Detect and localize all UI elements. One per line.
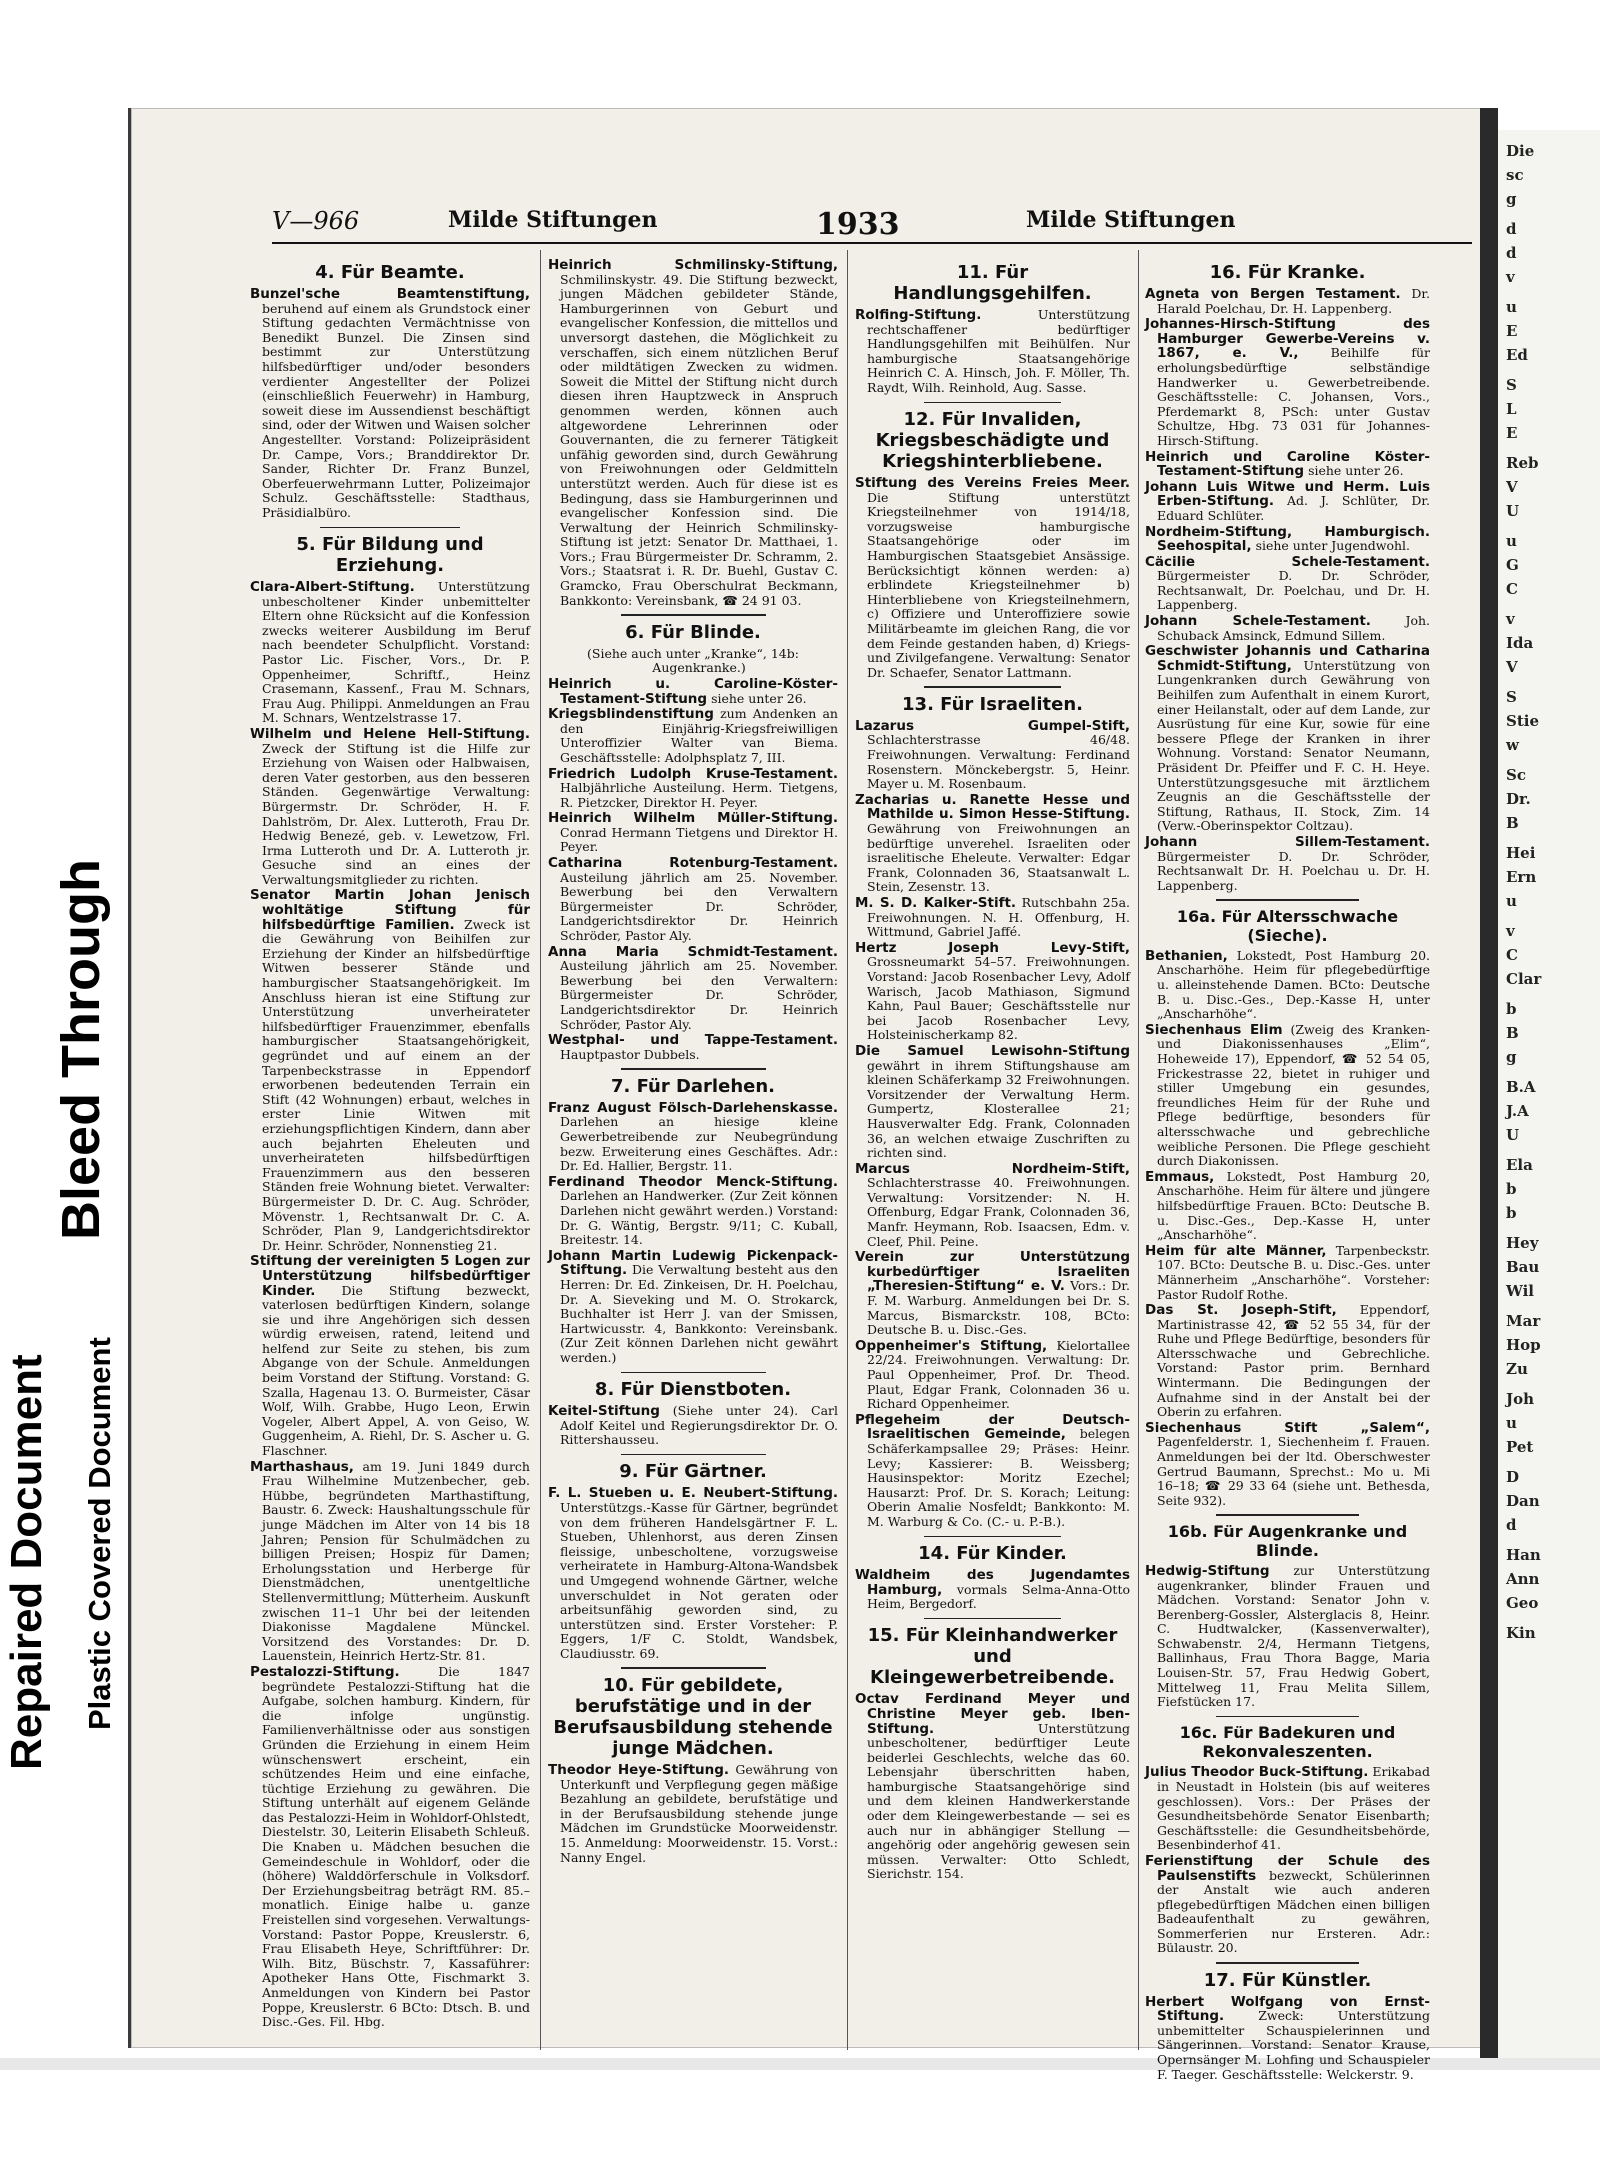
foundation-entry xyxy=(250,1254,530,1458)
section-heading: 9. Für Gärtner. xyxy=(619,1461,767,1483)
facing-page-word: Reb xyxy=(1506,454,1539,472)
column-divider xyxy=(540,250,541,2050)
foundation-description: Austeilung jährlich am 25. November. Bewerbung bei den Verwaltern: Bürgermeister Dr. Schröder, Landgerichtsdirektor Dr. Heinrich Schröder, Pastor Aly. xyxy=(560,958,838,1032)
foundation-entry xyxy=(855,476,1130,680)
section-heading: 4. Für Beamte. xyxy=(315,262,465,283)
plastic-covered-label: Plastic Covered Document xyxy=(82,1337,117,1730)
foundation-description: Eppendorf, Martinistrasse 42, ☎ 52 55 34, für der Ruhe und Pflege Bedürftige, besonders für Altersschwache und Gebrechliche. Vorstand: Pastor prim. Bernhard Wintermann. Die Bedingungen der Aufnahme sind in der Anstalt bei der Oberin zu erfahren. xyxy=(1157,1302,1430,1420)
foundation-entry xyxy=(548,677,838,706)
foundation-name: Heinrich u. Caroline-Köster-Testament-Stiftung xyxy=(548,675,838,707)
foundation-description: Lokstedt, Post Hamburg 20, Anscharhöhe. Heim für ältere und jüngere hilfsbedürftige Frauen. BCto: Deutsche B. u. Disc.-Ges., Dep.-Kasse H, unter „Anscharhöhe“. xyxy=(1157,1168,1430,1243)
facing-page-word: Hop xyxy=(1506,1336,1541,1354)
foundation-entry xyxy=(548,1404,838,1448)
foundation-entry xyxy=(1145,1421,1430,1509)
foundation-entry xyxy=(855,1568,1130,1612)
section-heading: 7. Für Darlehen. xyxy=(610,1075,775,1097)
cross-reference-note: (Siehe auch unter „Kranke“, 14b: Augenkranke.) xyxy=(587,645,799,676)
foundation-description: siehe unter Jugendwohl. xyxy=(1255,538,1411,554)
foundation-entry xyxy=(250,580,530,726)
foundation-description: Pagenfelderstr. 1, Siechenheim f. Frauen. Anmeldungen bei der ltd. Oberschwester Gertrud Baumann, Sprechst.: Mo u. Mi 16–18; ☎ 29 33 64 (siehe unt. Bethesda, Seite 932). xyxy=(1157,1434,1430,1508)
year-heading: 1933 xyxy=(816,207,900,242)
foundation-description: Darlehen an hiesige kleine Gewerbetreibende zur Neubegründung bezw. Erweiterung eines Geschäftes. Adr.: Dr. Ed. Hallier, Bergstr. 11. xyxy=(560,1114,838,1174)
foundation-entry xyxy=(1145,480,1430,524)
foundation-entry xyxy=(1145,1995,1430,2083)
foundation-description: Lokstedt, Post Hamburg 20. Anscharhöhe. Heim für pflegebedürftige u. alleinstehende Damen. BCto: Deutsche B. u. Disc.-Ges., Dep.-Kasse H, unter „Anscharhöhe“. xyxy=(1157,947,1431,1022)
facing-page-word: Hei xyxy=(1506,844,1536,862)
foundation-entry xyxy=(855,793,1130,895)
foundation-entry xyxy=(855,1692,1130,1882)
book-spine xyxy=(1480,108,1498,2068)
section-divider xyxy=(621,1667,766,1669)
foundation-entry xyxy=(1145,1023,1430,1169)
foundation-name: Johann Martin Ludewig Pickenpack-Stiftung. xyxy=(548,1247,838,1279)
foundation-name: Pflegeheim der Deutsch-Israelitischen Gemeinde, xyxy=(855,1411,1130,1443)
facing-page-word: Ida xyxy=(1506,634,1534,652)
foundation-name: Anna Maria Schmidt-Testament. xyxy=(548,943,838,960)
facing-page-word: U xyxy=(1506,1126,1520,1144)
facing-page-word: D xyxy=(1506,1468,1520,1486)
foundation-description: Kielortallee 22/24. Freiwohnungen. Verwaltung: Dr. Paul Oppenheimer, Prof. Dr. Theod. Plaut, Edgar Frank, Colonnaden 36 u. Richard Oppenheimer. xyxy=(867,1337,1130,1412)
facing-page-word: b xyxy=(1506,1000,1517,1018)
facing-page-word: w xyxy=(1506,736,1519,754)
foundation-entry xyxy=(548,1249,838,1366)
foundation-entry xyxy=(1145,1564,1430,1710)
foundation-description: siehe unter 26. xyxy=(1308,463,1404,479)
foundation-name: Verein zur Unterstützung kurbedürftiger Israeliten „Theresien-Stiftung“ e. V. xyxy=(855,1249,1130,1295)
section-heading: 12. Für Invaliden, Kriegsbeschädigte und Kriegshinterbliebene. xyxy=(875,409,1110,473)
section-divider xyxy=(621,1068,766,1070)
foundation-name: Siechenhaus Stift „Salem“, xyxy=(1145,1419,1430,1436)
foundation-description: Die Verwaltung besteht aus den Herren: Dr. Ed. Zinkeisen, Dr. H. Poelchau, Dr. A. Sieveking und M. O. Strokarck, Buchhalter ist Herr J. van der Smissen, Hartwicusstr. 4, Bankkonto: Vereinsbank. (Zur Zeit können Darlehen nicht gewährt werden.) xyxy=(560,1262,838,1365)
foundation-name: Catharina Rotenburg-Testament. xyxy=(548,855,838,872)
foundation-description: Joh. Schuback Amsinck, Edmund Sillem. xyxy=(1157,613,1430,643)
foundation-name: Heinrich Schmilinsky-Stiftung, xyxy=(548,257,838,273)
foundation-name: Senator Martin Johan Jenisch wohltätige Stiftung für hilfsbedürftige Familien. xyxy=(250,887,530,933)
foundation-description: Bürgermeister D. Dr. Schröder, Rechtsanwalt, Dr. Poelchau, und Dr. H. Lappenberg. xyxy=(1157,568,1430,613)
foundation-entry xyxy=(855,896,1130,940)
foundation-description: Conrad Hermann Tietgens und Direktor H. Peyer. xyxy=(560,824,838,855)
foundation-name: Johannes-Hirsch-Stiftung des Hamburger Gewerbe-Vereins v. 1867, e. V., xyxy=(1145,316,1430,362)
foundation-entry xyxy=(1145,1303,1430,1420)
foundation-name: Theodor Heye-Stiftung. xyxy=(548,1761,730,1778)
foundation-description: belegen Schäferkampsallee 29; Präses: Heinr. Levy; Kassierer: B. Weissberg; Hausinspektor: Moritz Ezechel; Hausarzt: Prof. Dr. S. Korach; Leitung: Oberin Amalie Nosfeldt; Bankkonto: M. M. Warburg & Co. (C.- u. P.-B.). xyxy=(867,1426,1130,1529)
facing-page-word: Die xyxy=(1506,142,1535,160)
foundation-entry xyxy=(1145,644,1430,834)
section-divider xyxy=(924,402,1062,404)
foundation-entry xyxy=(855,719,1130,792)
foundation-name: Johann Schele-Testament. xyxy=(1145,613,1371,630)
facing-page-word: S xyxy=(1506,688,1517,706)
foundation-description: Zweck ist die Gewährung von Beihilfen zur Erziehung der Kinder an hilfsbedürftige Witwen besserer Stände und hamburgischer Staatsangehörigkeit. Im Anschluss hieran ist eine Stiftung zur Unterstützung unverheirateter hilfsbedürftiger Frauenzimmer, ebenfalls hamburgischer Staatsangehörigkeit, gegründet und auf einem an der Tarpenbeckstrasse in Eppendorf erworbenen bedeutenden Terrain ein Stift (42 Wohnungen) erbaut, welches in erster Linie Witwen mit erziehungspflichtigen Kindern, dann aber auch bejahrten Eheleuten und unverheirateten hilfsbedürftigen Frauenzimmern aus den besseren Ständen freie Wohnung bietet. Verwalter: Bürgermeister D. Dr. C. Aug. Schröder, Mövenstr. 1, Rechtsanwalt Dr. C. A. Schröder, Plan 9, Landgerichtsdirektor Dr. Heinr. Schröder, Nonnenstieg 21. xyxy=(262,916,530,1253)
foundation-entry xyxy=(1145,450,1430,479)
foundation-entry xyxy=(1145,1765,1430,1853)
text-column-2 xyxy=(548,258,838,2048)
facing-page-word: b xyxy=(1506,1180,1517,1198)
foundation-entry xyxy=(548,811,838,855)
section-heading: 13. Für Israeliten. xyxy=(902,693,1083,715)
foundation-entry xyxy=(548,1486,838,1661)
section-heading: 6. Für Blinde. xyxy=(625,621,761,643)
foundation-entry xyxy=(855,1162,1130,1250)
foundation-name: Waldheim des Jugendamtes Hamburg, xyxy=(855,1567,1130,1598)
section-heading: 16a. Für Altersschwache (Sieche). xyxy=(1176,906,1399,945)
foundation-name: Nordheim-Stiftung, Hamburgisch. Seehospital, xyxy=(1145,523,1430,555)
section-divider xyxy=(1216,1514,1359,1516)
foundation-name: Keitel-Stiftung xyxy=(548,1403,660,1420)
facing-page-word: Sc xyxy=(1506,766,1526,784)
section-heading: 16b. Für Augenkranke und Blinde. xyxy=(1167,1521,1408,1560)
foundation-entry xyxy=(548,856,838,944)
page-header xyxy=(272,207,1472,247)
facing-page-word: Ela xyxy=(1506,1156,1533,1174)
facing-page-word: Zu xyxy=(1506,1360,1528,1378)
foundation-entry xyxy=(1145,1244,1430,1302)
foundation-entry xyxy=(548,945,838,1033)
section-heading: 11. Für Handlungsgehilfen. xyxy=(893,262,1092,304)
facing-page-word: v xyxy=(1506,922,1515,940)
facing-page-word: Pet xyxy=(1506,1438,1534,1456)
section-divider xyxy=(924,686,1062,688)
facing-page-word: d xyxy=(1506,220,1517,238)
section-divider xyxy=(621,614,766,616)
section-divider xyxy=(621,1454,766,1456)
foundation-description: beruhend auf einem als Grundstock einer Stiftung gedachten Vermächtnisse von Benedikt Bunzel. Die Zinsen sind bestimmt zur Unterstützung hilfsbedürftiger und/oder besonders verdienter Angestellter der Polizei (einschließlich Feuerwehr) in Hamburg, soweit diese im Aussendienst beschäftigt sind, oder der Witwen und Waisen solcher Angestellter. Vorstand: Polizeipräsident Dr. Campe, Vors.; Branddirektor Dr. Sander, Richter Dr. Franz Bunzel, Oberfeuerwehrmann Lutter, Polizeimajor Schulz. Geschäftsstelle: Stadthaus, Präsidialbüro. xyxy=(262,300,530,520)
foundation-entry xyxy=(1145,835,1430,893)
facing-page-word: Joh xyxy=(1506,1390,1535,1408)
foundation-entry xyxy=(548,707,838,765)
facing-page-word: d xyxy=(1506,244,1517,262)
foundation-entry xyxy=(855,1044,1130,1161)
foundation-entry xyxy=(855,941,1130,1043)
facing-page-word: S xyxy=(1506,376,1517,394)
foundation-name: Heinrich Wilhelm Müller-Stiftung. xyxy=(548,810,838,827)
section-heading: 17. Für Künstler. xyxy=(1203,1969,1372,1991)
foundation-name: Zacharias u. Ranette Hesse und Mathilde u. Simon Hesse-Stiftung. xyxy=(855,791,1130,823)
foundation-name: Johann Luis Witwe und Herm. Luis Erben-Stiftung. xyxy=(1145,478,1430,510)
foundation-entry xyxy=(1145,287,1430,316)
page-number: V—966 xyxy=(272,207,360,235)
foundation-description: Grossneumarkt 54–57. Freiwohnungen. Vorstand: Jacob Rosenbacher Levy, Adolf Warisch, Jacob Mathiason, Sigmund Kahn, Paul Bauer; Geschäftsstelle nur bei Jacob Rosenbacher Levy, Holsteinischerkamp 82. xyxy=(867,954,1130,1043)
foundation-name: Geschwister Johannis und Catharina Schmidt-Stiftung, xyxy=(1145,643,1430,674)
section-divider xyxy=(621,1372,766,1374)
foundation-name: Bethanien, xyxy=(1145,947,1228,964)
foundation-name: M. S. D. Kalker-Stift. xyxy=(855,895,1017,911)
foundation-name: Ferdinand Theodor Menck-Stiftung. xyxy=(548,1173,838,1190)
foundation-entry xyxy=(250,1665,530,2030)
foundation-name: Marthashaus, xyxy=(250,1458,354,1475)
foundation-entry xyxy=(1145,1854,1430,1956)
foundation-name: Oppenheimer's Stiftung, xyxy=(855,1337,1048,1354)
foundation-name: Pestalozzi-Stiftung. xyxy=(250,1663,400,1680)
foundation-description: Die 1847 begründete Pestalozzi-Stiftung hat die Aufgabe, solchen hamburg. Kindern, für die infolge ungünstig. Familienverhältnisse oder aus sonstigen Gründen die Erziehung in einem Heim wünschenswert erscheint, ein schützendes Heim und eine einfache, tüchtige Erziehung zu gewähren. Die Stiftung unterhält auf eigenem Gelände das Pestalozzi-Heim in Wohldorf-Ohlstedt, Diestelstr. 30, Leiterin Elisabeth Schleuß. Die Knaben u. Mädchen besuchen die Gemeindeschule in Wohldorf, oder die (höhere) Walddörferschule in Volksdorf. Der Erziehungsbeitrag beträgt RM. 85.– monatlich. Einige halbe u. ganze Freistellen sind vorgesehen. Verwaltungs-Vorstand: Pastor Poppe, Kreuslerstr. 6, Frau Elisabeth Heye, Schriftführer: Dr. Wilh. Bitz, Büschstr. 7, Kassaführer: Apotheker Hans Otte, Fischmarkt 3. Anmeldungen von Kindern bei Pastor Poppe, Kreuslerstr. 6 BCto: Dtsch. B. und Disc.-Ges. Fil. Hbg. xyxy=(262,1663,530,2030)
foundation-entry xyxy=(250,1460,530,1664)
foundation-entry xyxy=(1145,525,1430,554)
facing-page-word: d xyxy=(1506,1516,1517,1534)
foundation-description: Die Stiftung unterstützt Kriegsteilnehmer von 1914/18, vorzugsweise hamburgische Staatsangehörige oder im Hamburgischen Staatsgebiet Ansässige. Berücksichtigt können werden: a) erblindete Kriegsteilnehmer b) Hinterbliebene von Kriegsteilnehmern, c) Offiziere und Unteroffiziere sowie Militärbeamte im gleichen Rang, die vor dem Feinde gestanden haben, d) Kriegs- und Zivilgefangene. Verwaltung: Senator Dr. Schaefer, Senator Lattmann. xyxy=(867,489,1130,680)
facing-page-word: sc xyxy=(1506,166,1524,184)
facing-page-word: Mar xyxy=(1506,1312,1541,1330)
facing-page-word: b xyxy=(1506,1204,1517,1222)
foundation-entry xyxy=(250,727,530,888)
facing-page-word: v xyxy=(1506,268,1515,286)
foundation-description: Darlehen an Handwerker. (Zur Zeit können Darlehen nicht gewährt werden.) Vorstand: Dr. G. Wäntig, Bergstr. 9/11; C. Kuball, Breitestr. 14. xyxy=(560,1188,838,1248)
facing-page-word: Clar xyxy=(1506,970,1542,988)
foundation-description: siehe unter 26. xyxy=(711,690,807,706)
foundation-description: Erikabad in Neustadt in Holstein (bis auf weiteres geschlossen). Vors.: Der Präses der Gesundheitsbehörde Senator Eisenbarth; Geschäftsstelle: die Gesundheitsbehörde, Besenbinderhof 41. xyxy=(1157,1764,1430,1853)
facing-page-word: C xyxy=(1506,580,1518,598)
facing-page-fragment xyxy=(1498,130,1600,2060)
facing-page-word: V xyxy=(1506,658,1518,676)
foundation-description: zum Andenken an den Einjährig-Kriegsfreiwilligen Unteroffizier Walter van Biema. Geschäftsstelle: Adolphsplatz 7, III. xyxy=(560,706,838,765)
foundation-description: (Zweig des Kranken- und Diakonissenhauses „Elim“, Hoheweide 17), Eppendorf, ☎ 52 54 05, Frickestrasse 22, bietet in ruhiger und stiller Umgebung ein gesundes, freundliches Heim für der Ruhe und Pflege bedürftige, besonders für altersschwache und gebrechliche weibliche Personen. Die Pflege geschieht durch Diakonissen. xyxy=(1157,1021,1430,1169)
foundation-entry xyxy=(548,258,838,608)
foundation-description: Gewährung von Freiwohnungen an bedürftige unverehel. Israeliten oder israelitische Eheleute. Verwalter: Edgar Frank, Colonnaden 36, Staatsanwalt L. Stein, Zesenstr. 13. xyxy=(867,821,1130,895)
section-divider xyxy=(1216,1962,1359,1964)
foundation-description: Rutschbahn 25a. Freiwohnungen. N. H. Offenburg, H. Wittmund, Gabriel Jaffé. xyxy=(867,895,1130,940)
facing-page-word: V xyxy=(1506,478,1518,496)
facing-page-word: Han xyxy=(1506,1546,1541,1564)
foundation-description: (Siehe unter 24). Carl Adolf Keitel und Regierungsdirektor Dr. O. Rittershausseu. xyxy=(560,1403,838,1448)
foundation-description: Unterstützgs.-Kasse für Gärtner, begründet von dem früheren Handelsgärtner F. L. Stueben, Uhlenhorst, aus deren Zinsen fleissige, unbescholtene, vorzugsweise verheiratete in Hamburg-Altona-Wandsbek und Umgegend wohnende Gärtner, welche unverschuldet in Not geraten oder arbeitsunfähig geworden sind, zu unterstützen sind. Erster Vorsteher: P. Eggers, 1/F C. Stoldt, Wandsbek, Claudiusstr. 69. xyxy=(560,1499,838,1661)
foundation-entry xyxy=(855,1339,1130,1412)
foundation-name: Stiftung der vereinigten 5 Logen zur Unterstützung hilfsbedürftiger Kinder. xyxy=(250,1253,530,1299)
foundation-description: Dr. Harald Poelchau, Dr. H. Lappenberg. xyxy=(1157,286,1430,316)
foundation-name: Friedrich Ludolph Kruse-Testament. xyxy=(548,765,838,782)
foundation-entry xyxy=(548,1101,838,1174)
facing-page-word: Bau xyxy=(1506,1258,1540,1276)
section-heading: 14. Für Kinder. xyxy=(918,1543,1067,1565)
foundation-description: Beihilfe für erholungsbedürftige selbständige Handwerker u. Gewerbetreibende. Geschäftsstelle: C. Johansen, Vors., Pferdemarkt 8, PSch: unter Gustav Schultze, Hbg. 73 031 für Johannes-Hirsch-Stiftung. xyxy=(1157,345,1430,448)
facing-page-word: G xyxy=(1506,556,1519,574)
facing-page-word: Ann xyxy=(1506,1570,1540,1588)
facing-page-word: g xyxy=(1506,190,1517,208)
foundation-entry xyxy=(855,308,1130,396)
facing-page-word: Stie xyxy=(1506,712,1540,730)
foundation-description: Schlachterstrasse 46/48. Freiwohnungen. Verwaltung: Ferdinand Rosenstern. Mönckebergstr. 5, Heinr. Mayer u. M. Rosenbaum. xyxy=(867,732,1130,792)
foundation-entry xyxy=(548,767,838,811)
facing-page-word: Wil xyxy=(1506,1282,1534,1300)
foundation-name: Westphal- und Tappe-Testament. xyxy=(548,1032,838,1049)
repaired-document-label: Repaired Document xyxy=(2,1354,51,1770)
foundation-description: zur Unterstützung augenkranker, blinder Frauen und Mädchen. Vorstand: Senator John v. Berenberg-Gossler, Alsterglacis 8, Heinr. C. Hudtwalcker, (Kassenverwalter), Schwabenstr. 2/4, Hermann Tietgens, Ballinhaus, Frau Thora Bagge, Maria Louisen-Str. 57, Frau Hedwig Gobert, Mittelweg 11, Frau Melita Sillem, Fiefstücken 17. xyxy=(1157,1562,1430,1710)
facing-page-word: B xyxy=(1506,814,1519,832)
section-heading: 15. Für Kleinhandwerker und Kleingewerbetreibende. xyxy=(867,1625,1118,1689)
facing-page-word: v xyxy=(1506,610,1515,628)
section-heading: 10. Für gebildete, berufstätige und in der Berufsausbildung stehende junge Mädchen. xyxy=(553,1674,833,1759)
facing-page-word: u xyxy=(1506,892,1517,910)
section-heading: 5. Für Bildung und Erziehung. xyxy=(296,534,484,576)
facing-page-word: J.A xyxy=(1506,1102,1529,1120)
foundation-description: bezweckt, Schülerinnen der Anstalt wie auch anderen pflegebedürftigen Mädchen einen billigen Badeaufenthalt zu gewähren, Sommerferien nur Ersteren. Adr.: Bülaustr. 20. xyxy=(1157,1867,1430,1956)
foundation-name: Johann Sillem-Testament. xyxy=(1145,833,1430,850)
running-title-left: Milde Stiftungen xyxy=(448,207,658,233)
facing-page-word: E xyxy=(1506,322,1518,340)
foundation-name: Clara-Albert-Stiftung. xyxy=(250,579,415,595)
facing-page-word: Hey xyxy=(1506,1234,1539,1252)
foundation-entry xyxy=(1145,614,1430,643)
section-heading: 8. Für Dienstboten. xyxy=(594,1379,792,1401)
foundation-description: Schlachterstrasse 40. Freiwohnungen. Verwaltung: Vorsitzender: N. H. Offenburg, Edgar Frank, Colonnaden 36, Manfr. Heymann, Rob. Isaacsen, Edm. v. Cleef, Phil. Peine. xyxy=(867,1175,1130,1249)
foundation-description: Hauptpastor Dubbels. xyxy=(560,1046,700,1062)
foundation-description: vormals Selma-Anna-Otto Heim, Bergedorf. xyxy=(867,1581,1130,1612)
facing-page-word: E xyxy=(1506,424,1518,442)
foundation-description: Unterstützung von Lungenkranken durch Gewährung von Beihilfen zum Aufenthalt in einem Kurort, einer Heilanstalt, oder auf dem Lande, zur Ausrüstung für eine Kur, sowie für eine bessere Pflege der Kranken in ihrer Wohnung. Vorstand: Senator Neumann, Präsident Dr. Pfeiffer und F. C. H. Heye. Unterstützungsgesuche mit ärztlichem Zeugnis an die Geschäftsstelle der Stiftung, Rathaus, II. Stock, Zim. 14 (Verw.-Oberinspektor Coltzau). xyxy=(1157,657,1430,834)
facing-page-word: Kin xyxy=(1506,1624,1536,1642)
facing-page-word: g xyxy=(1506,1048,1517,1066)
foundation-name: Lazarus Gumpel-Stift, xyxy=(855,717,1130,734)
foundation-entry xyxy=(1145,1170,1430,1243)
foundation-description: Unterstützung unbescholtener, bedürftiger Leute beiderlei Geschlechts, welche das 60. Lebensjahr überschritten haben, hamburgische Staatsangehörige sind und dem kleinen Handwerkerstande oder dem Kleingewerbestande — sei es auch nur in abhängiger Stellung — angehörig oder angehörig gewesen sein müssen. Verwalter: Otto Schledt, Sierichstr. 154. xyxy=(867,1720,1130,1882)
foundation-name: Julius Theodor Buck-Stiftung. xyxy=(1145,1764,1369,1781)
facing-page-word: Ed xyxy=(1506,346,1528,364)
foundation-description: Tarpenbeckstr. 107. BCto: Deutsche B. u. Disc.-Ges. unter Männerheim „Anscharhöhe“. Vorsteher: Pastor Rudolf Rothe. xyxy=(1157,1242,1430,1302)
foundation-name: Das St. Joseph-Stift, xyxy=(1145,1302,1337,1319)
facing-page-word: u xyxy=(1506,298,1517,316)
foundation-entry xyxy=(1145,555,1430,613)
foundation-name: Octav Ferdinand Meyer und Christine Meyer geb. Iben-Stiftung. xyxy=(855,1691,1130,1737)
facing-page-word: L xyxy=(1506,400,1517,418)
foundation-description: Bürgermeister D. Dr. Schröder, Rechtsanwalt Dr. H. Poelchau u. Dr. H. Lappenberg. xyxy=(1157,848,1430,893)
foundation-name: Cäcilie Schele-Testament. xyxy=(1145,553,1430,570)
foundation-name: Stiftung des Vereins Freies Meer. xyxy=(855,475,1130,492)
running-title-right: Milde Stiftungen xyxy=(1026,207,1236,233)
foundation-name: Rolfing-Stiftung. xyxy=(855,307,982,323)
foundation-description: Austeilung jährlich am 25. November. Bewerbung bei den Verwaltern Bürgermeister Dr. Schröder, Landgerichtsdirektor Dr. Heinrich Schröder, Pastor Aly. xyxy=(560,869,838,944)
foundation-entry xyxy=(250,888,530,1253)
facing-page-word: Dr. xyxy=(1506,790,1531,808)
header-rule xyxy=(272,242,1472,244)
foundation-entry xyxy=(855,1413,1130,1530)
foundation-description: Vors.: Dr. F. M. Warburg. Anmeldungen bei Dr. S. Marcus, Bismarckstr. 108, BCto: Deutsche B. u. Disc.-Ges. xyxy=(867,1278,1130,1338)
foundation-name: Kriegsblindenstiftung xyxy=(548,706,714,723)
section-divider xyxy=(320,527,460,529)
foundation-entry xyxy=(548,1763,838,1865)
column-divider xyxy=(1138,250,1139,2050)
foundation-entry xyxy=(548,1033,838,1062)
foundation-name: Franz August Fölsch-Darlehenskasse. xyxy=(548,1099,838,1116)
text-column-4 xyxy=(1145,258,1431,2082)
facing-page-word: Geo xyxy=(1506,1594,1539,1612)
section-divider xyxy=(924,1536,1062,1538)
facing-page-word: u xyxy=(1506,532,1517,550)
facing-page-word: C xyxy=(1506,946,1518,964)
foundation-entry xyxy=(250,287,530,521)
foundation-description: Halbjährliche Austeilung. Herm. Tietgens, R. Pietzcker, Direktor H. Peyer. xyxy=(560,780,838,810)
foundation-name: F. L. Stueben u. E. Neubert-Stiftung. xyxy=(548,1485,838,1502)
column-divider xyxy=(847,250,848,2050)
section-heading: 16. Für Kranke. xyxy=(1209,262,1366,283)
foundation-name: Die Samuel Lewisohn-Stiftung xyxy=(855,1042,1130,1059)
foundation-description: gewährt in ihrem Stiftungshause am kleinen Schäferkamp 32 Freiwohnungen. Vorsitzender der Verwaltung Herm. Gumpertz, Klosterallee 21; Hausverwalter Edg. Frank, Colonnaden 36, an welchen etwaige Zuschriften zu richten sind. xyxy=(867,1057,1130,1161)
foundation-description: Gewährung von Unterkunft und Verpflegung gegen mäßige Bezahlung an gebildete, berufstätige und in der Berufsausbildung stehende junge Mädchen im Grundstücke Moorweidenstr. 15. Anmeldung: Moorweidenstr. 15. Vorst.: Nanny Engel. xyxy=(560,1761,838,1865)
foundation-entry xyxy=(855,1250,1130,1338)
foundation-name: Heim für alte Männer, xyxy=(1145,1242,1327,1259)
foundation-description: Die Stiftung bezweckt, vaterlosen bedürftigen Kindern, solange sie und ihre Angehörigen sich dessen würdig erweisen, ratend, leitend und helfend zur Seite zu stehen, bis zum Abgange von der Schule. Anmeldungen beim Vorstand der Stiftung. Vorstand: G. Szalla, Hagenau 13. O. Burmeister, Cäsar Wolf, Wilh. Grabbe, Hugo Leon, Erwin Vogeler, Albert Appel, A. von Geiso, W. Guggenheim, A. Riehl, Dr. S. Ascher u. G. Flaschner. xyxy=(262,1282,530,1459)
section-heading: 16c. Für Badekuren und Rekonvaleszenten. xyxy=(1179,1723,1396,1762)
foundation-name: Wilhelm und Helene Hell-Stiftung. xyxy=(250,725,530,742)
foundation-name: Ferienstiftung der Schule des Paulsenstifts xyxy=(1145,1852,1430,1884)
foundation-entry xyxy=(1145,317,1430,448)
facing-page-word: Ern xyxy=(1506,868,1537,886)
foundation-description: Ad. J. Schlüter, Dr. Eduard Schlüter. xyxy=(1157,493,1430,523)
scan-bottom-margin xyxy=(0,2070,1600,2177)
foundation-name: Hertz Joseph Levy-Stift, xyxy=(855,939,1130,956)
foundation-name: Siechenhaus Elim xyxy=(1145,1021,1283,1038)
foundation-description: Unterstützung rechtschaffener bedürftiger Handlungsgehilfen mit Beihülfen. Nur hamburgische Staatsangehörige Heinrich C. A. Hinsch, Joh. F. Möller, Th. Raydt, Wilh. Reinhold, Aug. Sasse. xyxy=(867,307,1130,395)
facing-page-word: U xyxy=(1506,502,1520,520)
foundation-description: Schmilinskystr. 49. Die Stiftung bezweckt, jungen Mädchen gebildeter Stände, Hamburgerinnen von Geburt und evangelischer Konfession, die mittellos und unversorgt dastehen, die Möglichkeit zu verschaffen, sich einem nützlichen Beruf oder mildtätigen Zwecken zu widmen. Soweit die Mittel der Stiftung nicht durch diesen ihren Hauptzweck in Anspruch genommen werden, können auch altgewordene Lehrerinnen oder Gouvernanten, die zu fernerer Tätigkeit unfähig geworden sind, durch Gewährung von Freiwohnungen oder Geldmitteln unterstützt werden. Auch für diese ist es Bedingung, dass sie Hamburgerinnen und evangelischer Konfession sind. Die Verwaltung der Heinrich Schmilinsky-Stiftung ist jetzt: Senator Dr. Matthaei, 1. Vors.; Frau Bürgermeister Dr. Schramm, 2. Vors.; Staatsrat i. R. Dr. Buehl, Gustav C. Gramcko, Frau Oberschulrat Beckmann, Bankkonto: Vereinsbank, ☎ 24 91 03. xyxy=(560,271,838,608)
text-column-3 xyxy=(855,258,1130,2048)
facing-page-word: B.A xyxy=(1506,1078,1536,1096)
foundation-description: Zweck der Stiftung ist die Hilfe zur Erziehung von Waisen oder Halbwaisen, deren Vater gestorben, aus den besseren Ständen. Gegenwärtige Verwaltung: Bürgermstr. Dr. Schröder, H. F. Dahlström, Dr. Alex. Lutteroth, Frau Dr. Hedwig Benezé, geb. v. Lewetzow, Frl. Irma Lutteroth und Dr. A. Lutteroth jr. Gesuche sind an eines der Verwaltungsmitglieder zu richten. xyxy=(262,740,530,887)
bleed-through-label: Bleed Through xyxy=(51,859,111,1240)
foundation-name: Marcus Nordheim-Stift, xyxy=(855,1160,1130,1177)
foundation-entry xyxy=(548,1175,838,1248)
facing-page-word: B xyxy=(1506,1024,1519,1042)
foundation-description: am 19. Juni 1849 durch Frau Wilhelmine Mutzenbecher, geb. Hübbe, begründeten Marthastiftung, Baustr. 6. Zweck: Haushaltungsschule für junge Mädchen im Alter von 14 bis 18 Jahren; Pension für Schulmädchen zu billigen Preisen; Hospiz für Damen; Erholungsstation und Herberge für Dienstmädchen, unentgeltliche Stellenvermittlung; Mütterheim. Auskunft zwischen 11–1 Uhr bei der leitenden Diakonisse Magdalene Münckel. Vorsitzend des Vorstandes: Dr. D. Lauenstein, Heinrich Hertz-Str. 81. xyxy=(262,1458,530,1664)
foundation-name: Hedwig-Stiftung xyxy=(1145,1562,1270,1579)
facing-page-word: Dan xyxy=(1506,1492,1540,1510)
foundation-name: Emmaus, xyxy=(1145,1168,1215,1185)
foundation-name: Herbert Wolfgang von Ernst-Stiftung. xyxy=(1145,1993,1430,2025)
foundation-name: Bunzel'sche Beamtenstiftung, xyxy=(250,286,530,302)
section-divider xyxy=(1216,1716,1359,1718)
foundation-name: Heinrich und Caroline Köster-Testament-Stiftung xyxy=(1145,448,1430,480)
text-column-1 xyxy=(250,258,530,2048)
foundation-entry xyxy=(1145,949,1430,1022)
foundation-name: Agneta von Bergen Testament. xyxy=(1145,286,1401,302)
foundation-description: Zweck: Unterstützung unbemittelter Schauspielerinnen und Sängerinnen. Vorstand: Senator Krause, Opernsänger M. Lohfing und Schauspieler F. Taeger. Geschäftsstelle: Welckerstr. 9. xyxy=(1157,2008,1430,2082)
section-divider xyxy=(1216,899,1359,901)
foundation-description: Unterstützung unbescholtener Kinder unbemittelter Eltern ohne Rücksicht auf die Konfession zwecks weiterer Ausbildung im Beruf nach beendeter Schulpflicht. Vorstand: Pastor Lic. Fischer, Vors., Dr. P. Oppenheimer, Schriftf., Heinz Crasemann, Kassenf., Frau M. Schnars, Frau Aug. Philippi. Anmeldungen an Frau M. Schnars, Wentzelstrasse 17. xyxy=(262,579,530,726)
facing-page-word: u xyxy=(1506,1414,1517,1432)
section-divider xyxy=(924,1618,1062,1620)
